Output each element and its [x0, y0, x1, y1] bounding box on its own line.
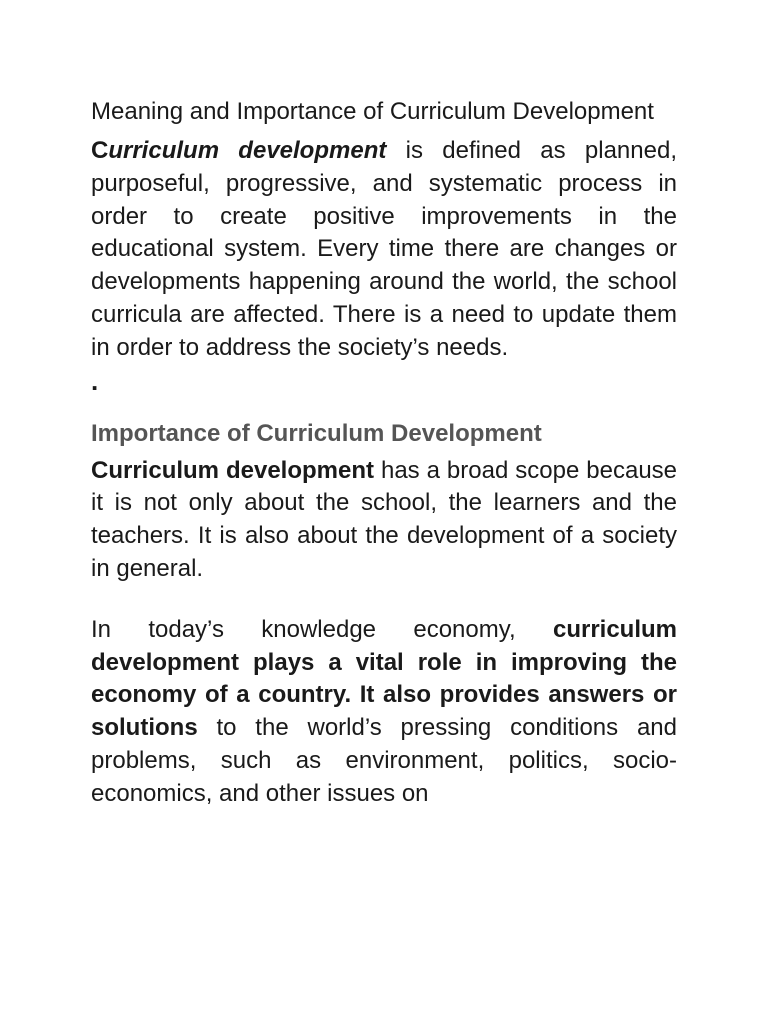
economy-rest-text: to the world’s pressing conditions and problems, such as environment, politics, socio-economics, and other issues on — [91, 714, 677, 807]
document-page — [91, 94, 677, 811]
paragraph-economy — [91, 614, 677, 811]
section-heading: Importance of Curriculum Development — [91, 419, 542, 447]
definition-text: is defined as planned, purposeful, progressive, and systematic process in order to create positive improvements in the educational system. Every time there are changes or developments happening around the world, the school curricula are affected. There is a need to update them in order to address the society’s needs. — [91, 137, 677, 361]
scope-text: has a broad scope because it is not only about the school, the learners and the teachers. It is also about the development of a society in general. — [91, 456, 678, 582]
bullet-dot: . — [91, 365, 99, 396]
paragraph-definition — [91, 135, 677, 365]
economy-bold-text: curriculum development plays a vital role in improving the economy of a country. It also provides answers or solutions — [91, 615, 677, 742]
paragraph-gap — [91, 586, 677, 614]
paragraph-scope — [91, 455, 677, 586]
term-first-letter: C — [91, 137, 109, 164]
economy-intro-text: In today’s knowledge economy, — [91, 615, 553, 643]
term-curriculum-development: Curriculum development — [91, 456, 375, 484]
term-curriculum-development-italic: urriculum development — [108, 137, 387, 164]
document-title: Meaning and Importance of Curriculum Development — [91, 98, 654, 125]
